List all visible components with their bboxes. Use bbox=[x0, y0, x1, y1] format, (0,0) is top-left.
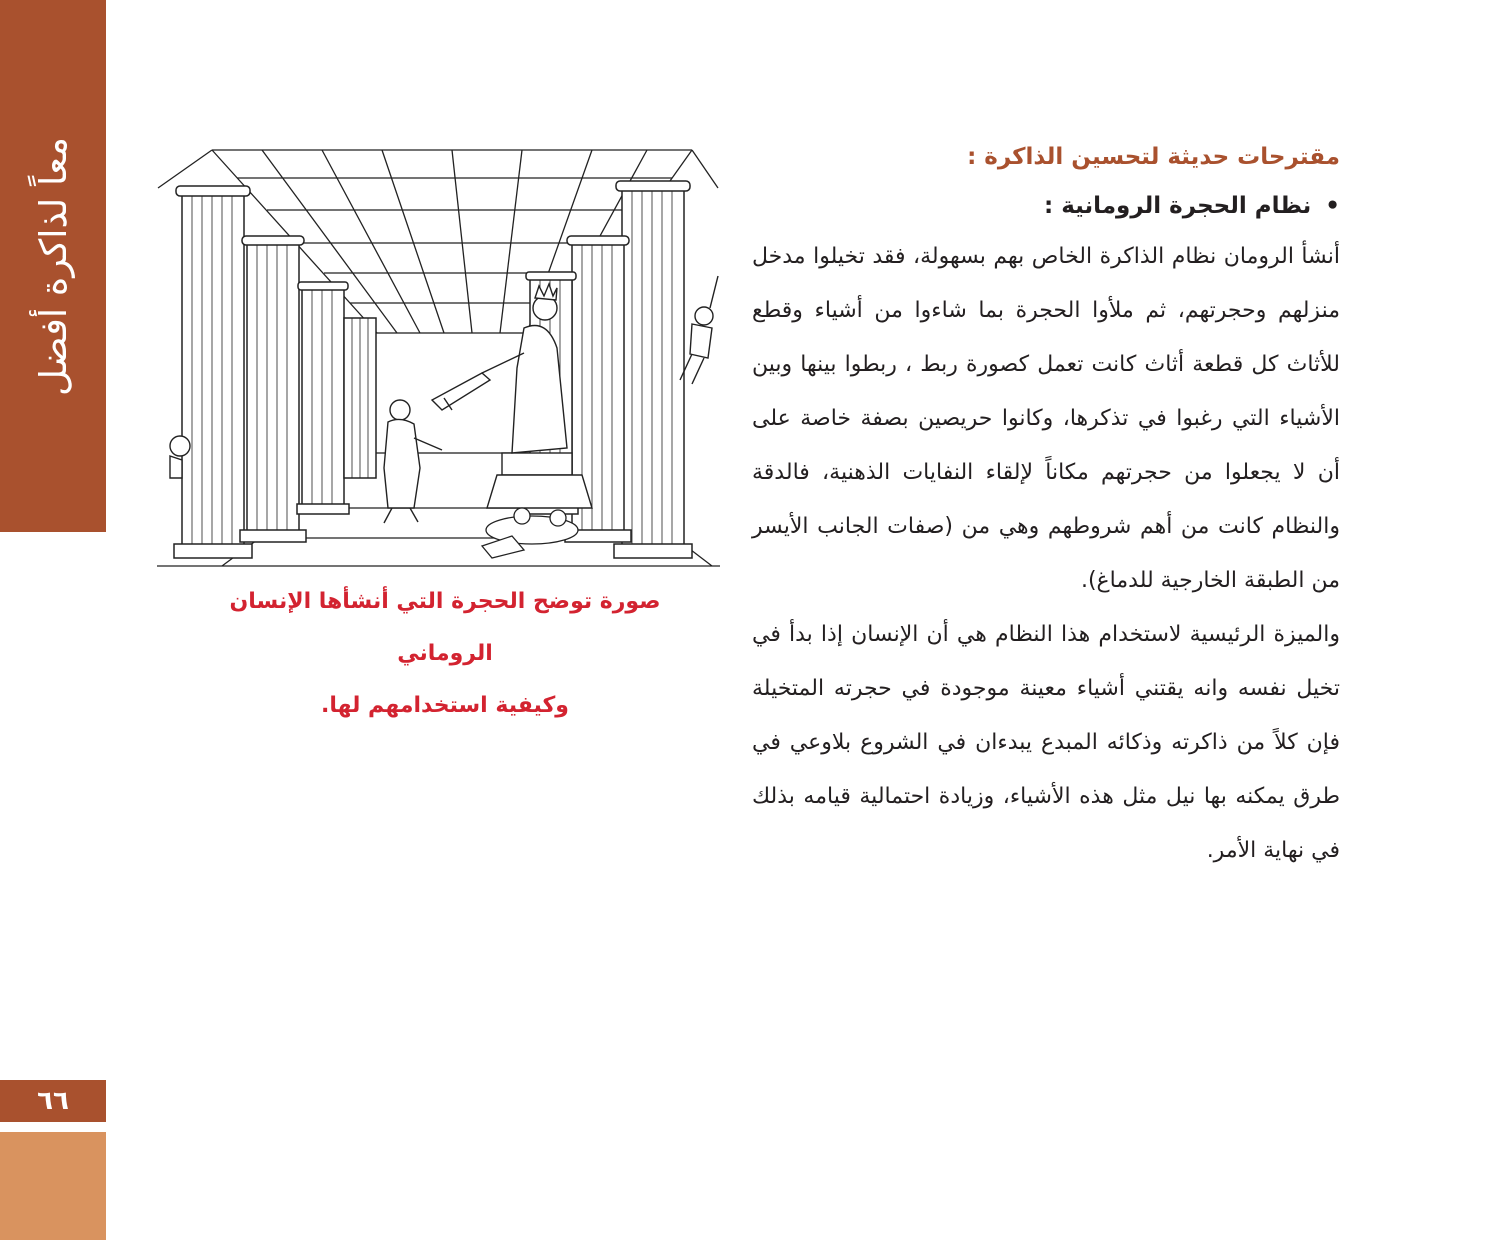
page-number: ٦٦ bbox=[0, 1080, 106, 1122]
sidebar-title: معاً لذاكرة أفضل bbox=[31, 136, 75, 396]
figure-caption bbox=[180, 576, 710, 732]
bullet-icon: • bbox=[1325, 193, 1340, 219]
sidebar-title-wrap bbox=[0, 0, 106, 532]
subsection-heading-text: نظام الحجرة الرومانية : bbox=[1044, 193, 1312, 219]
caption-line-2: وكيفية استخدامهم لها. bbox=[321, 693, 569, 718]
footer-band bbox=[0, 1132, 106, 1240]
roman-room-illustration bbox=[152, 148, 722, 568]
section-heading: مقترحات حديثة لتحسين الذاكرة : bbox=[967, 144, 1340, 170]
caption-line-1: صورة توضح الحجرة التي أنشأها الإنسان الروماني bbox=[229, 589, 661, 666]
paragraph-1: أنشأ الرومان نظام الذاكرة الخاص بهم بسهولة، فقد تخيلوا مدخل منزلهم وحجرتهم، ثم ملأوا الحجرة بما شاءوا من أشياء وقطع للأثاث كل قطعة أثاث كانت تعمل كصورة ربط ، ربطوا بينها وبين الأشياء التي رغبوا في تذكرها، وكانوا حريصين بصفة خاصة على أن لا يجعلوا من حجرتهم مكاناً لإلقاء النفايات الذهنية، فالدقة والنظام كانت من أهم شروطهم وهي من (صفات الجانب الأيسر من الطبقة الخارجية للدماغ). bbox=[752, 244, 1340, 593]
article-text bbox=[752, 132, 1340, 878]
paragraph-2: والميزة الرئيسية لاستخدام هذا النظام هي أن الإنسان إذا بدأ في تخيل نفسه وانه يقتني أشياء معينة موجودة في حجرته المتخيلة فإن كلاً من ذاكرته وذكائه المبدع يبدءان في الشروع بلاوعي في طرق يمكنه بها نيل مثل هذه الأشياء، وزيادة احتمالية قيامه بذلك في نهاية الأمر. bbox=[752, 622, 1340, 863]
subsection-heading bbox=[752, 182, 1340, 230]
